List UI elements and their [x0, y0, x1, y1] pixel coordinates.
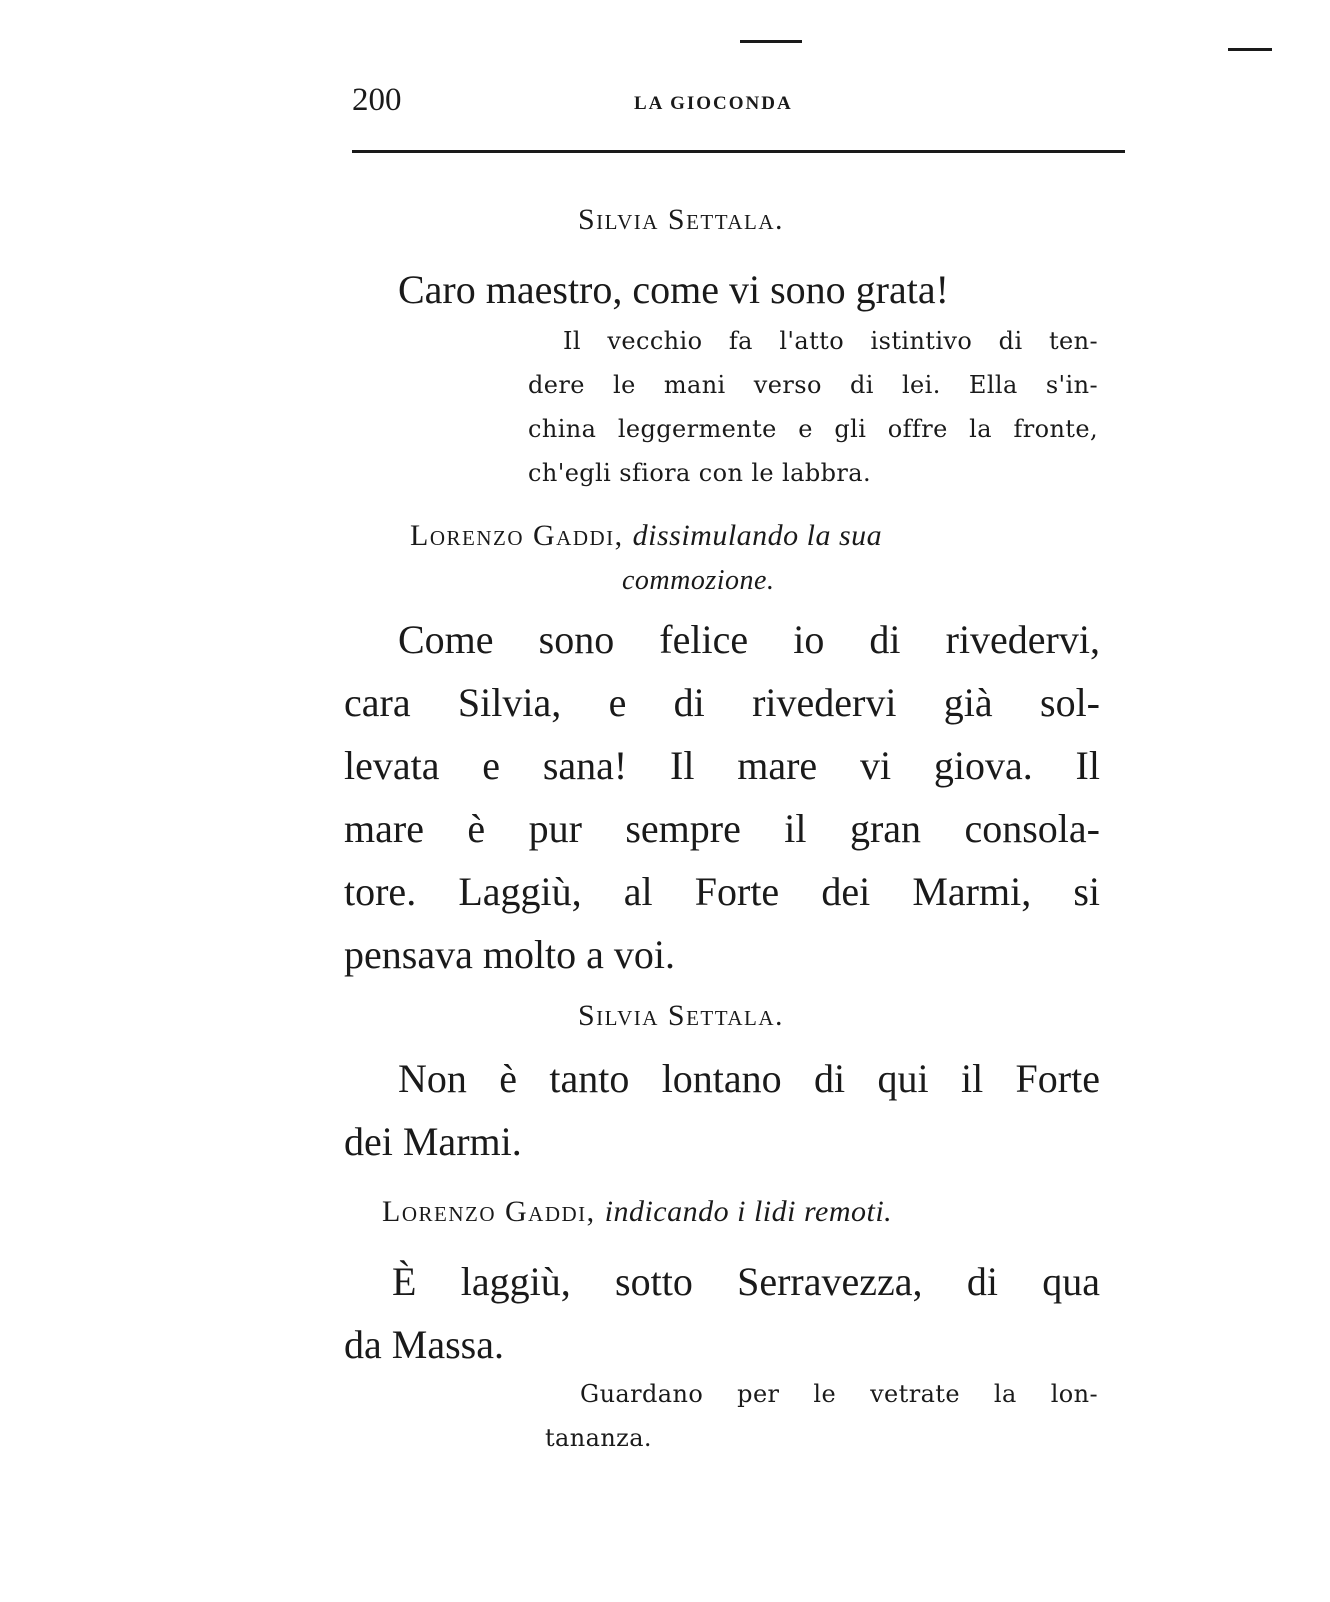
speaker-silvia-2: [578, 999, 784, 1033]
speaker-name: Silvia Settala.: [578, 999, 785, 1032]
speaker-direction: indicando i lidi remoti.: [604, 1195, 893, 1228]
speech-line: tore. Laggiù, al Forte dei Marmi, si: [344, 869, 1100, 914]
stage-line: Guardano per le vetrate la lon-: [580, 1380, 1098, 1408]
speaker-lorenzo-2: [382, 1195, 892, 1229]
speech-line: dei Marmi.: [344, 1119, 522, 1164]
speech-line: Caro maestro, come vi sono grata!: [398, 267, 949, 312]
corner-print-mark: [1228, 48, 1272, 51]
speech-silvia-2: [344, 1047, 1100, 1173]
speaker-name: Lorenzo Gaddi,: [382, 1195, 596, 1228]
speech-silvia-1: [398, 258, 949, 321]
stage-direction-1: [528, 319, 1098, 495]
speech-lorenzo-2: [344, 1250, 1100, 1376]
speaker-name: Lorenzo Gaddi,: [410, 519, 624, 552]
speech-line: mare è pur sempre il gran consola-: [344, 806, 1100, 851]
speaker-name: Silvia Settala.: [578, 203, 785, 236]
stage-line: ch'egli sfiora con le labbra.: [528, 459, 871, 487]
speech-line: cara Silvia, e di rivedervi già sol-: [344, 680, 1100, 725]
speaker-direction-cont: commozione.: [622, 565, 775, 596]
stage-line: Il vecchio fa l'atto istintivo di ten-: [563, 327, 1098, 355]
speech-line: Non è tanto lontano di qui il Forte: [398, 1056, 1100, 1101]
running-title: LA GIOCONDA: [634, 93, 793, 114]
page-header: [352, 82, 1125, 132]
stage-line: china leggermente e gli offre la fronte,: [528, 415, 1098, 443]
header-rule: [352, 150, 1125, 153]
stage-line: tananza.: [545, 1424, 652, 1452]
stage-direction-2: [545, 1372, 1098, 1460]
stage-line: dere le mani verso di lei. Ella s'in-: [528, 371, 1098, 399]
speaker-silvia-1: [578, 203, 784, 237]
speaker-direction: dissimulando la sua: [632, 519, 883, 552]
speech-line: pensava molto a voi.: [344, 932, 676, 977]
speech-lorenzo-1: [344, 608, 1100, 986]
speech-line: È laggiù, sotto Serravezza, di qua: [392, 1259, 1100, 1304]
speaker-lorenzo-1: [410, 519, 882, 553]
page-number: 200: [352, 82, 402, 118]
top-print-mark: [740, 40, 802, 43]
speech-line: da Massa.: [344, 1322, 504, 1367]
speech-line: Come sono felice io di rivedervi,: [398, 617, 1100, 662]
speech-line: levata e sana! Il mare vi giova. Il: [344, 743, 1100, 788]
